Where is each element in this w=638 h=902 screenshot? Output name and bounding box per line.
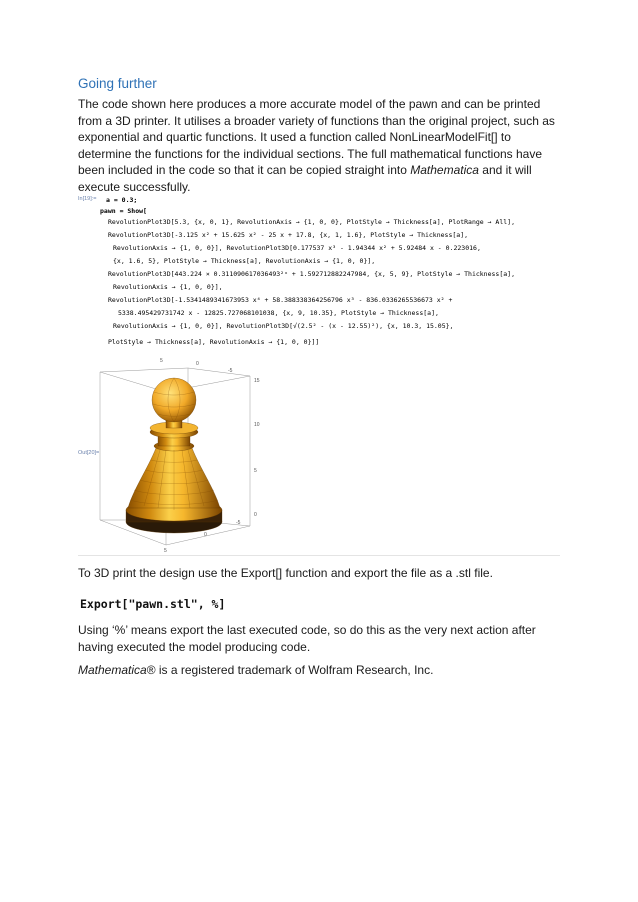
code-line: RevolutionPlot3D[443.224 × 0.311090617036493²ˣ + 1.592712882247984, {x, 5, 9}, PlotStyle → Thickness[a], — [108, 270, 515, 278]
input-cell-label: In[19]:= — [78, 196, 97, 202]
tick-label: 15 — [254, 378, 260, 384]
code-line: RevolutionAxis → {1, 0, 0}], — [113, 283, 223, 291]
trademark-text: ® is a registered trademark of Wolfram Research, Inc. — [146, 663, 434, 677]
output-cell-label: Out[20]= — [78, 450, 100, 456]
tick-label: 10 — [254, 422, 260, 428]
code-line: RevolutionPlot3D[-1.5341489341673953 x⁴ + 58.388338364256796 x³ - 836.0336265536673 x² + — [108, 296, 453, 304]
code-line: PlotStyle → Thickness[a], RevolutionAxis → {1, 0, 0}]] — [108, 338, 320, 346]
export-code-snippet: Export["pawn.stl", %] — [80, 597, 226, 611]
tick-label: 0 — [196, 361, 199, 367]
intro-text-2: and it will execute successfully. — [78, 163, 532, 194]
intro-paragraph — [78, 96, 563, 196]
code-line: RevolutionAxis → {1, 0, 0}], RevolutionPlot3D[√(2.5² - (x - 12.55)²), {x, 10.3, 15.05}, — [113, 322, 454, 330]
trademark-italic: Mathematica — [78, 663, 147, 677]
export-note-paragraph: Using ‘%’ means export the last executed code, so do this as the very next action after having executed the model producing code. — [78, 623, 536, 654]
code-line: RevolutionPlot3D[-3.125 x² + 15.625 x² - 25 x + 17.8, {x, 1, 1.6}, PlotStyle → Thickness[a], — [108, 231, 469, 239]
code-line: RevolutionPlot3D[5.3, {x, 0, 1}, RevolutionAxis → {1, 0, 0}, PlotStyle → Thickness[a], PlotRange → All], — [108, 218, 515, 226]
code-line: {x, 1.6, 5}, PlotStyle → Thickness[a], RevolutionAxis → {1, 0, 0}], — [113, 257, 376, 265]
code-line: pawn = Show[ — [100, 207, 147, 215]
tick-label: -5 — [228, 368, 233, 374]
section-divider — [78, 555, 560, 556]
tick-label: 5 — [160, 358, 163, 364]
trademark-notice — [78, 662, 563, 679]
code-line: a = 0.3; — [106, 196, 138, 204]
export-intro-paragraph: To 3D print the design use the Export[] function and export the file as a .stl file. — [78, 566, 493, 580]
pawn-3d-plot — [78, 350, 278, 554]
tick-label: 0 — [204, 532, 207, 538]
code-line: RevolutionAxis → {1, 0, 0}], RevolutionPlot3D[0.177537 x³ - 1.94344 x² + 5.92484 x - 0.223016, — [113, 244, 481, 252]
tick-label: -5 — [236, 520, 241, 526]
intro-italic: Mathematica — [410, 163, 479, 178]
code-line: 5338.495429731742 x - 12825.727068101038, {x, 9, 10.35}, PlotStyle → Thickness[a], — [118, 309, 439, 317]
tick-label: 5 — [254, 468, 257, 474]
section-heading: Going further — [78, 76, 157, 91]
intro-text-1: The code shown here produces a more accurate model of the pawn and can be printed from a 3D printer. It utilises a broader variety of functions than the original project, such as exponential and quartic functions. It used a function called NonLinearModelFit[] to determine the functions for the individual sections. The full mathematical functions have been included in the code so that it can be copied straight into — [78, 97, 555, 178]
tick-label: 0 — [254, 512, 257, 518]
tick-label: 5 — [164, 548, 167, 554]
pawn-model — [126, 378, 222, 533]
